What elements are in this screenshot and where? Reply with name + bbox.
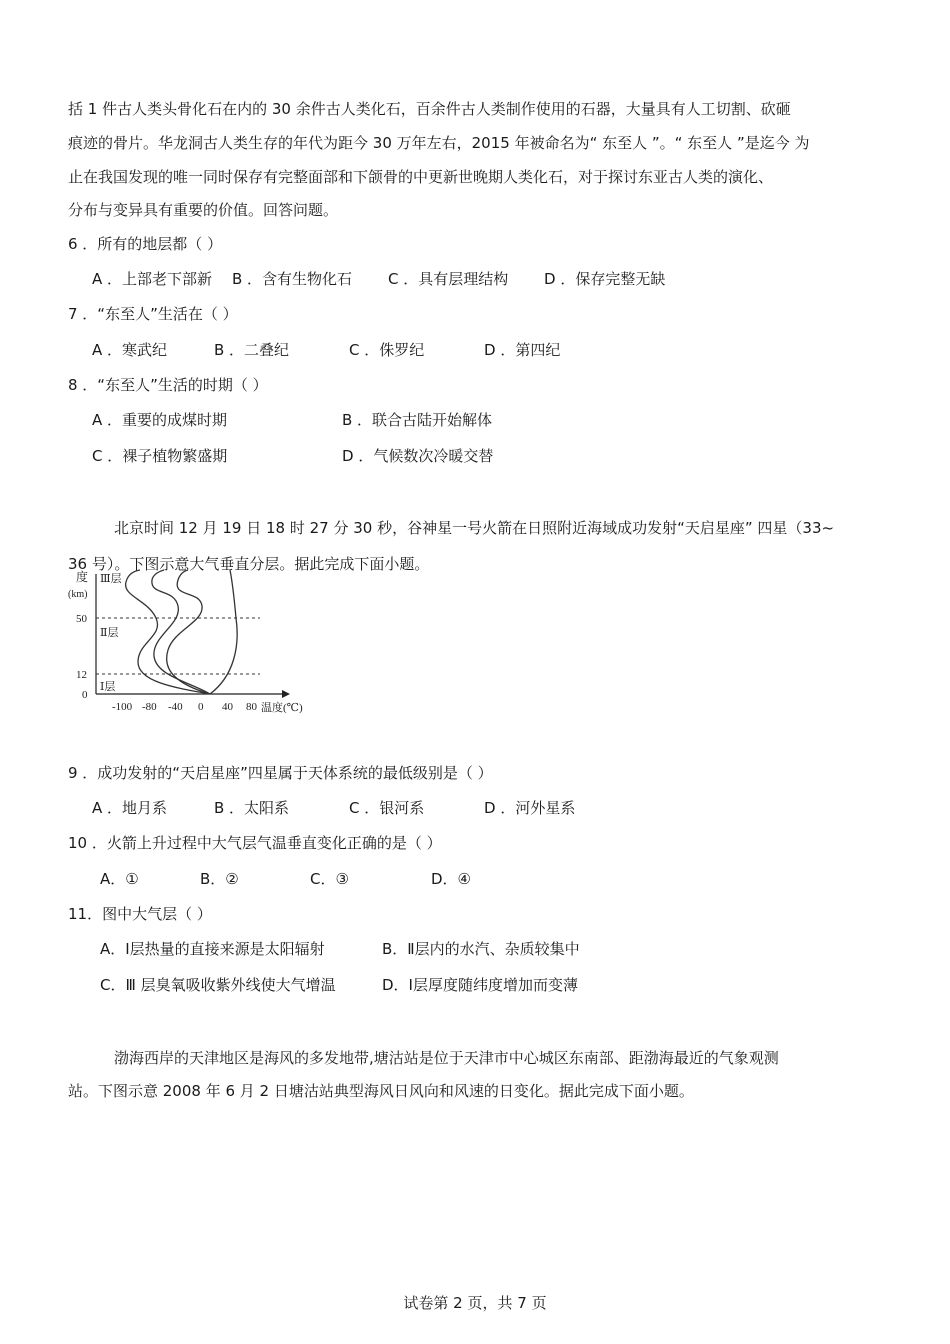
- x-axis-label: 温度(℃): [261, 702, 303, 714]
- q9-option-a[interactable]: A ．地月系: [92, 799, 168, 817]
- temperature-curve-4: [210, 570, 237, 694]
- q6-option-b[interactable]: B ．含有生物化石: [232, 270, 353, 288]
- passage-line: 痕迹的骨片。华龙洞古人类生存的年代为距今 30 万年左右，2015 年被命名为“ 东至人 ”。“ 东至人 ”是迄今 为: [68, 134, 810, 152]
- question-11-stem: 11．图中大气层（ ）: [68, 905, 212, 923]
- q9-option-c[interactable]: C ．银河系: [349, 799, 425, 817]
- passage-line: 止在我国发现的唯一同时保存有完整面部和下颌骨的中更新世晚期人类化石，对于探讨东亚古人类的演化、: [68, 168, 774, 186]
- temperature-curve-2: [167, 570, 210, 694]
- q7-option-c[interactable]: C ．侏罗纪: [349, 341, 425, 359]
- temperature-curve-3: [126, 570, 210, 694]
- passage-line: 北京时间 12 月 19 日 18 时 27 分 30 秒，谷神星一号火箭在日照附近海域成功发射“天启星座” 四星（33~: [114, 519, 835, 537]
- x-tick: -100: [112, 701, 133, 713]
- question-6-stem: 6 ．所有的地层都（ ）: [68, 235, 223, 253]
- q10-option-d[interactable]: D．④: [431, 870, 471, 888]
- q6-option-a[interactable]: A ．上部老下部新: [92, 270, 213, 288]
- question-8-stem: 8 ．“东至人”生活的时期（ ）: [68, 376, 268, 394]
- q11-option-c[interactable]: C．Ⅲ 层臭氧吸收紫外线使大气增温: [100, 976, 336, 994]
- x-tick: 80: [246, 701, 257, 713]
- q6-option-c[interactable]: C ．具有层理结构: [388, 270, 509, 288]
- question-7-stem: 7 ．“东至人”生活在（ ）: [68, 305, 238, 323]
- q8-option-d[interactable]: D ．气候数次冷暖交替: [342, 447, 494, 465]
- passage-line: 括 1 件古人类头骨化石在内的 30 余件古人类化石，百余件古人类制作使用的石器，大量具有人工切割、砍砸: [68, 100, 791, 118]
- y-tick-50: 50: [76, 613, 87, 625]
- passage-line: 渤海西岸的天津地区是海风的多发地带,塘沽站是位于天津市中心城区东南部、距渤海最近的气象观测: [114, 1049, 779, 1067]
- q11-option-d[interactable]: D．Ⅰ层厚度随纬度增加而变薄: [382, 976, 578, 994]
- y-axis-label: 度: [76, 570, 89, 584]
- q7-option-b[interactable]: B ．二叠纪: [214, 341, 290, 359]
- y-tick-12: 12: [76, 669, 87, 681]
- q10-option-a[interactable]: A．①: [100, 870, 139, 888]
- x-tick: 40: [222, 701, 233, 713]
- q10-option-b[interactable]: B．②: [200, 870, 239, 888]
- q8-option-b[interactable]: B ．联合古陆开始解体: [342, 411, 493, 429]
- y-tick-0: 0: [82, 689, 88, 701]
- passage-line: 36 号）。下图示意大气垂直分层。据此完成下面小题。: [68, 555, 430, 573]
- q9-option-d[interactable]: D ．河外星系: [484, 799, 576, 817]
- x-axis-arrow: [282, 690, 290, 698]
- y-axis-unit: (km): [68, 589, 88, 600]
- passage-line: 分布与变异具有重要的价值。回答问题。: [68, 201, 339, 219]
- x-tick: -80: [142, 701, 157, 713]
- q8-option-a[interactable]: A ．重要的成煤时期: [92, 411, 228, 429]
- q9-option-b[interactable]: B ．太阳系: [214, 799, 290, 817]
- page-footer: 试卷第 2 页，共 7 页: [403, 1294, 547, 1312]
- q11-option-b[interactable]: B．Ⅱ层内的水汽、杂质较集中: [382, 940, 580, 958]
- q7-option-d[interactable]: D ．第四纪: [484, 341, 561, 359]
- layer-label-3: Ⅲ层: [100, 573, 122, 585]
- atmosphere-layers-figure: [64, 566, 314, 716]
- q8-option-c[interactable]: C ．裸子植物繁盛期: [92, 447, 228, 465]
- question-10-stem: 10 ．火箭上升过程中大气层气温垂直变化正确的是（ ）: [68, 834, 442, 852]
- q6-option-d[interactable]: D ．保存完整无缺: [544, 270, 666, 288]
- q7-option-a[interactable]: A ．寒武纪: [92, 341, 168, 359]
- x-tick: 0: [198, 701, 204, 713]
- passage-line: 站。下图示意 2008 年 6 月 2 日塘沽站典型海风日风向和风速的日变化。据此完成下面小题。: [68, 1082, 694, 1100]
- question-9-stem: 9 ．成功发射的“天启星座”四星属于天体系统的最低级别是（ ）: [68, 764, 493, 782]
- layer-label-1: Ⅰ层: [100, 681, 116, 693]
- layer-label-2: Ⅱ层: [100, 627, 119, 639]
- q10-option-c[interactable]: C．③: [310, 870, 349, 888]
- x-tick: -40: [168, 701, 183, 713]
- q11-option-a[interactable]: A．Ⅰ层热量的直接来源是太阳辐射: [100, 940, 325, 958]
